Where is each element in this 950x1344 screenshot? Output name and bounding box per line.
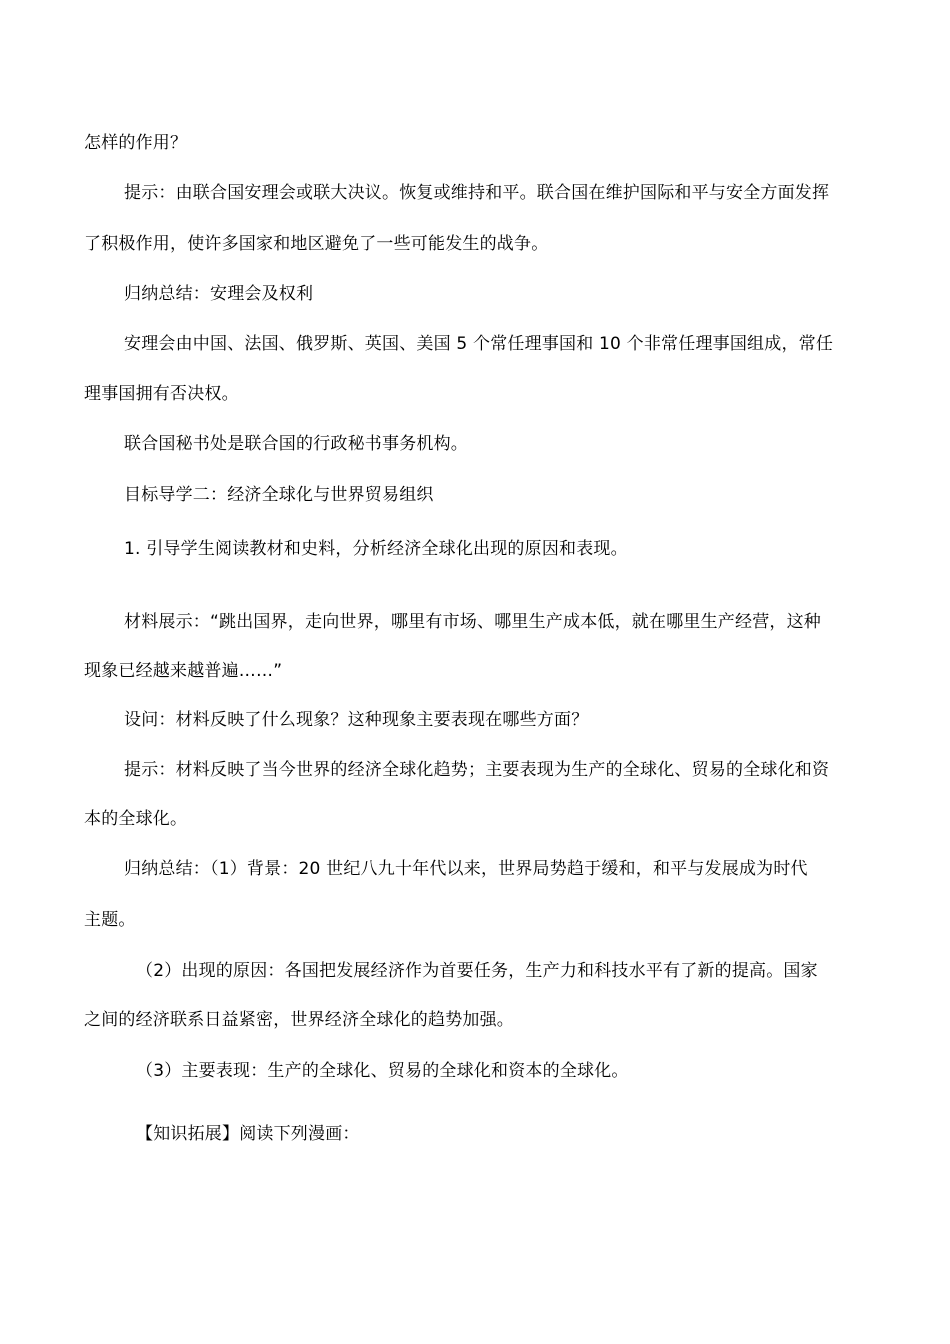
text-line-material-cont: 现象已经越来越普遍……” [84,661,283,681]
text-line-background-cont: 主题。 [84,910,136,930]
text-line-guide-1: 1. 引导学生阅读教材和史料，分析经济全球化出现的原因和表现。 [124,539,628,559]
text-line-summary-heading: 归纳总结：安理会及权利 [124,284,314,304]
text-line-security-council: 安理会由中国、法国、俄罗斯、英国、美国 5 个常任理事国和 10 个非常任理事国组成，常任 [124,334,834,354]
text-line-secretariat: 联合国秘书处是联合国的行政秘书事务机构。 [124,434,468,454]
text-line-causes-cont: 之间的经济联系日益紧密，世界经济全球化的趋势加强。 [84,1010,514,1030]
text-line-background: 归纳总结：（1）背景：20 世纪八九十年代以来，世界局势趋于缓和，和平与发展成为时代 [124,859,808,879]
text-line-hint-2: 提示：材料反映了当今世界的经济全球化趋势；主要表现为生产的全球化、贸易的全球化和资 [124,760,830,780]
text-line-hint-1-cont: 了积极作用，使许多国家和地区避免了一些可能发生的战争。 [84,234,549,254]
text-line-goal-two: 目标导学二：经济全球化与世界贸易组织 [124,485,434,505]
text-line-security-council-cont: 理事国拥有否决权。 [84,384,239,404]
text-line-question-end: 怎样的作用？ [84,133,188,153]
text-line-material: 材料展示：“跳出国界，走向世界，哪里有市场、哪里生产成本低，就在哪里生产经营，这种 [124,612,822,632]
text-line-hint-2-cont: 本的全球化。 [84,809,188,829]
text-line-question: 设问：材料反映了什么现象？这种现象主要表现在哪些方面？ [124,710,589,730]
text-line-knowledge-extension: 【知识拓展】阅读下列漫画： [136,1124,360,1144]
text-line-hint-1: 提示：由联合国安理会或联大决议。恢复或维持和平。联合国在维护国际和平与安全方面发挥 [124,183,830,203]
text-line-manifestations: （3）主要表现：生产的全球化、贸易的全球化和资本的全球化。 [136,1061,629,1081]
text-line-causes: （2）出现的原因：各国把发展经济作为首要任务，生产力和科技水平有了新的提高。国家 [136,961,818,981]
